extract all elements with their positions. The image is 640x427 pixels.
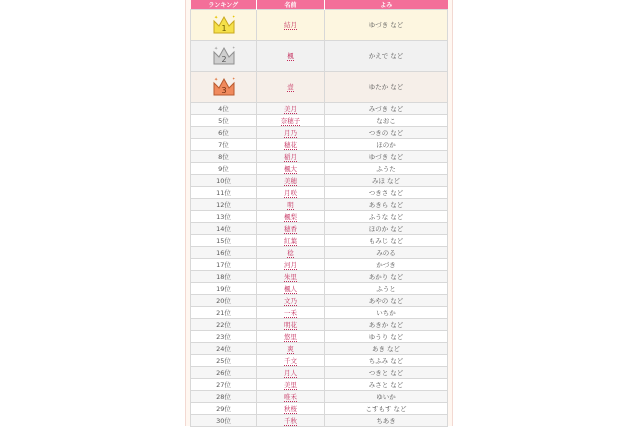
rank-2-cell — [191, 41, 257, 72]
reading-cell: いちか — [325, 307, 448, 319]
name-link[interactable]: 紅葉 — [284, 236, 297, 245]
name-cell[interactable] — [257, 307, 325, 319]
table-row — [191, 331, 448, 343]
name-cell[interactable] — [257, 151, 325, 163]
name-cell[interactable] — [257, 163, 325, 175]
svg-text:3: 3 — [220, 86, 227, 95]
svg-text:1: 1 — [220, 24, 227, 33]
name-link[interactable]: 美月 — [284, 104, 297, 113]
rank-cell: 23位 — [191, 331, 257, 343]
rank-cell: 11位 — [191, 187, 257, 199]
rank-cell: 9位 — [191, 163, 257, 175]
rank-cell: 5位 — [191, 115, 257, 127]
table-row — [191, 235, 448, 247]
reading-cell: つきと など — [325, 367, 448, 379]
table-row — [191, 295, 448, 307]
svg-text:✦: ✦ — [213, 46, 218, 52]
name-cell[interactable] — [257, 127, 325, 139]
silver-crown-icon — [211, 44, 237, 68]
name-link[interactable]: 穂香 — [284, 224, 297, 233]
name-link[interactable]: 明花 — [284, 320, 297, 329]
rank-cell: 16位 — [191, 247, 257, 259]
svg-text:2: 2 — [220, 55, 227, 64]
table-row — [191, 403, 448, 415]
reading-cell: かづき — [325, 259, 448, 271]
name-link[interactable]: 河月 — [284, 260, 297, 269]
name-cell[interactable] — [257, 247, 325, 259]
table-row — [191, 283, 448, 295]
rank-cell: 13位 — [191, 211, 257, 223]
name-cell[interactable] — [257, 319, 325, 331]
table-row — [191, 367, 448, 379]
reading-cell: みのる — [325, 247, 448, 259]
rank-1-row — [191, 10, 448, 41]
rank-cell: 14位 — [191, 223, 257, 235]
reading-cell: ちふみ など — [325, 355, 448, 367]
svg-text:✦: ✦ — [231, 45, 235, 50]
rank-cell: 20位 — [191, 295, 257, 307]
rank-cell: 29位 — [191, 403, 257, 415]
name-link[interactable]: 奈穂子 — [280, 116, 301, 125]
name-cell[interactable] — [257, 271, 325, 283]
table-row — [191, 199, 448, 211]
name-cell[interactable] — [257, 187, 325, 199]
reading-cell: みづき など — [325, 103, 448, 115]
name-cell[interactable] — [257, 235, 325, 247]
name-cell[interactable] — [257, 199, 325, 211]
reading-cell: つきの など — [325, 127, 448, 139]
rank-cell: 25位 — [191, 355, 257, 367]
name-cell[interactable] — [257, 343, 325, 355]
table-row — [191, 115, 448, 127]
table-row — [191, 211, 448, 223]
name-link[interactable]: 稔 — [287, 248, 294, 257]
rank-cell: 21位 — [191, 307, 257, 319]
name-link[interactable]: 楓 — [287, 52, 294, 60]
name-link[interactable]: 稲月 — [284, 152, 297, 161]
table-row — [191, 379, 448, 391]
rank-3-cell — [191, 72, 257, 103]
reading-cell: みほ など — [325, 175, 448, 187]
name-cell[interactable] — [257, 175, 325, 187]
rank-cell: 22位 — [191, 319, 257, 331]
table-row — [191, 103, 448, 115]
table-row — [191, 187, 448, 199]
header-rank: ランキング — [191, 0, 257, 10]
name-cell[interactable] — [257, 391, 325, 403]
bronze-crown-icon — [211, 75, 237, 99]
name-cell[interactable] — [257, 379, 325, 391]
reading-cell: みさと など — [325, 379, 448, 391]
rank-3-row — [191, 72, 448, 103]
rank-cell: 15位 — [191, 235, 257, 247]
name-link[interactable]: 唯禾 — [284, 392, 297, 401]
name-link[interactable]: 月人 — [284, 368, 297, 377]
reading-cell: つきさ など — [325, 187, 448, 199]
rank-1-cell — [191, 10, 257, 41]
reading-cell: あかり など — [325, 271, 448, 283]
name-cell[interactable] — [257, 295, 325, 307]
name-ranking-table — [190, 0, 448, 427]
name-link[interactable]: 爽 — [287, 344, 294, 353]
table-header-row — [191, 0, 448, 10]
name-link[interactable]: 月乃 — [284, 128, 297, 137]
reading-cell: こすもす など — [325, 403, 448, 415]
table-row — [191, 343, 448, 355]
name-cell[interactable] — [257, 283, 325, 295]
table-row — [191, 163, 448, 175]
reading: かえで など — [325, 41, 448, 72]
table-row — [191, 415, 448, 427]
reading: ゆたか など — [325, 72, 448, 103]
name-cell[interactable] — [257, 403, 325, 415]
rank-cell: 10位 — [191, 175, 257, 187]
reading-cell: なおこ — [325, 115, 448, 127]
name-cell[interactable] — [257, 223, 325, 235]
rank-cell: 19位 — [191, 283, 257, 295]
name-link[interactable]: 明 — [287, 200, 294, 209]
rank-cell: 4位 — [191, 103, 257, 115]
reading-cell: あき など — [325, 343, 448, 355]
name-cell[interactable] — [257, 331, 325, 343]
name-link[interactable]: 壹 — [287, 83, 294, 91]
reading: ゆづき など — [325, 10, 448, 41]
name-cell[interactable] — [257, 367, 325, 379]
name-cell[interactable] — [257, 115, 325, 127]
name-cell[interactable] — [257, 211, 325, 223]
table-row — [191, 355, 448, 367]
reading-cell: ゆいか — [325, 391, 448, 403]
table-row — [191, 127, 448, 139]
reading-cell: ゆづき など — [325, 151, 448, 163]
svg-text:✦: ✦ — [231, 76, 235, 81]
header-name: 名前 — [257, 0, 325, 10]
reading-cell: ふうと — [325, 283, 448, 295]
header-reading: よみ — [325, 0, 448, 10]
rank-cell: 28位 — [191, 391, 257, 403]
reading-cell: ほのか など — [325, 223, 448, 235]
rank-cell: 6位 — [191, 127, 257, 139]
rank-cell: 8位 — [191, 151, 257, 163]
rank-cell: 27位 — [191, 379, 257, 391]
name-link[interactable]: 結月 — [284, 21, 297, 29]
table-row — [191, 391, 448, 403]
table-row — [191, 139, 448, 151]
rank-cell: 17位 — [191, 259, 257, 271]
name-link[interactable]: 一禾 — [284, 308, 297, 317]
table-row — [191, 175, 448, 187]
rank-cell: 26位 — [191, 367, 257, 379]
name-link[interactable]: 文乃 — [284, 296, 297, 305]
rank-cell: 30位 — [191, 415, 257, 427]
name-link[interactable]: 美穂 — [284, 176, 297, 185]
reading-cell: ちあき — [325, 415, 448, 427]
name-link[interactable]: 秋桜 — [284, 404, 297, 413]
name-link[interactable]: 楓大 — [284, 164, 297, 173]
reading-cell: もみじ など — [325, 235, 448, 247]
name-link[interactable]: 朱里 — [284, 272, 297, 281]
reading-cell: ふうた — [325, 163, 448, 175]
svg-text:✦: ✦ — [231, 14, 235, 19]
name-link[interactable]: 千文 — [284, 356, 297, 365]
name-link[interactable]: 千秋 — [284, 416, 297, 425]
name-link[interactable]: 悠里 — [284, 332, 297, 341]
reading-cell: あやの など — [325, 295, 448, 307]
reading-cell: ほのか — [325, 139, 448, 151]
reading-cell: ふうな など — [325, 211, 448, 223]
name-link[interactable]: 美里 — [284, 380, 297, 389]
name-cell[interactable] — [257, 139, 325, 151]
name-link[interactable]: 楓梨 — [284, 212, 297, 221]
rank-cell: 18位 — [191, 271, 257, 283]
rank-cell: 12位 — [191, 199, 257, 211]
rank-cell: 24位 — [191, 343, 257, 355]
table-row — [191, 319, 448, 331]
table-row — [191, 151, 448, 163]
table-row — [191, 223, 448, 235]
reading-cell: ゆうり など — [325, 331, 448, 343]
table-row — [191, 259, 448, 271]
svg-text:✦: ✦ — [213, 15, 218, 21]
rank-cell: 7位 — [191, 139, 257, 151]
name-cell[interactable] — [257, 259, 325, 271]
name-cell[interactable] — [257, 103, 325, 115]
svg-text:✦: ✦ — [213, 77, 218, 83]
rank-2-row — [191, 41, 448, 72]
table-row — [191, 271, 448, 283]
table-row — [191, 247, 448, 259]
name-link[interactable]: 月咲 — [284, 188, 297, 197]
gold-crown-icon — [211, 13, 237, 37]
table-row — [191, 307, 448, 319]
reading-cell: あきら など — [325, 199, 448, 211]
name-cell[interactable] — [257, 355, 325, 367]
name-cell[interactable] — [257, 415, 325, 427]
name-link[interactable]: 楓人 — [284, 284, 297, 293]
reading-cell: あきか など — [325, 319, 448, 331]
name-link[interactable]: 穂花 — [284, 140, 297, 149]
